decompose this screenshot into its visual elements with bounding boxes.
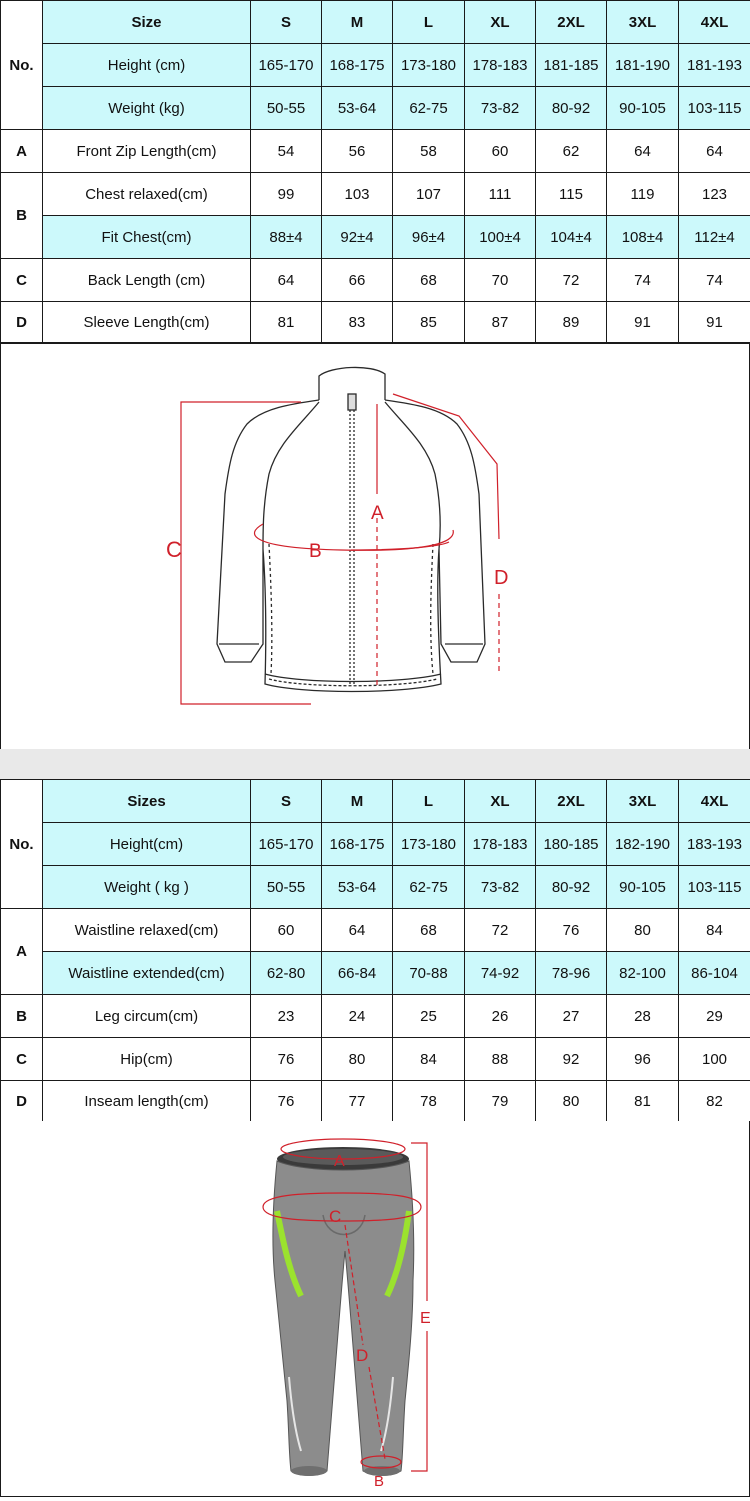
no-label: No.: [1, 780, 43, 909]
row-label: Back Length (cm): [43, 259, 251, 302]
table-cell: 54: [251, 130, 322, 173]
jacket-diagram-panel: [0, 342, 750, 751]
jacket-header-row: [1, 1, 750, 44]
table-cell: 64: [607, 130, 679, 173]
size-col-2xl: 2XL: [536, 780, 607, 823]
table-cell: 100: [679, 1038, 750, 1081]
table-cell: 79: [465, 1081, 536, 1123]
jacket-height-row: [1, 44, 750, 87]
size-col-2xl: 2XL: [536, 1, 607, 44]
table-cell: 86-104: [679, 952, 750, 995]
row-label: Chest relaxed(cm): [43, 173, 251, 216]
table-cell: 100±4: [465, 216, 536, 259]
table-cell: 76: [536, 909, 607, 952]
label-d: D: [494, 567, 508, 589]
pants-diagram: [1, 1121, 749, 1496]
jacket-outline: [217, 367, 485, 691]
table-cell: 25: [393, 995, 465, 1038]
table-cell: 181-193: [679, 44, 750, 87]
jacket-diagram: [1, 344, 749, 750]
size-col-4xl: 4XL: [679, 780, 750, 823]
table-cell: 108±4: [607, 216, 679, 259]
table-cell: 91: [607, 302, 679, 344]
table-cell: 181-190: [607, 44, 679, 87]
label-e: E: [420, 1310, 431, 1327]
pants-diagram-panel: [0, 1121, 750, 1497]
table-cell: 123: [679, 173, 750, 216]
table-cell: 66: [322, 259, 393, 302]
row-key-d: D: [1, 302, 43, 344]
table-cell: 23: [251, 995, 322, 1038]
label-b: B: [309, 541, 322, 562]
row-key-c: C: [1, 259, 43, 302]
table-cell: 88: [465, 1038, 536, 1081]
table-cell: 27: [536, 995, 607, 1038]
table-cell: 53-64: [322, 866, 393, 909]
table-cell: 50-55: [251, 87, 322, 130]
pants-header-row: [1, 780, 750, 823]
table-cell: 70-88: [393, 952, 465, 995]
table-cell: 81: [607, 1081, 679, 1123]
table-cell: 53-64: [322, 87, 393, 130]
table-cell: 173-180: [393, 823, 465, 866]
table-cell: 104±4: [536, 216, 607, 259]
label-c: C: [166, 537, 182, 562]
table-cell: 96±4: [393, 216, 465, 259]
table-cell: 62-80: [251, 952, 322, 995]
label-c: C: [329, 1207, 341, 1226]
table-cell: 78: [393, 1081, 465, 1123]
table-cell: 119: [607, 173, 679, 216]
table-cell: 168-175: [322, 823, 393, 866]
row-label: Height (cm): [43, 44, 251, 87]
pants-silhouette: [273, 1147, 414, 1476]
table-cell: 92: [536, 1038, 607, 1081]
size-col-3xl: 3XL: [607, 1, 679, 44]
table-cell: 90-105: [607, 866, 679, 909]
table-cell: 180-185: [536, 823, 607, 866]
table-cell: 74-92: [465, 952, 536, 995]
table-cell: 62-75: [393, 866, 465, 909]
table-cell: 60: [251, 909, 322, 952]
table-cell: 68: [393, 259, 465, 302]
table-cell: 96: [607, 1038, 679, 1081]
table-cell: 81: [251, 302, 322, 344]
table-cell: 24: [322, 995, 393, 1038]
size-col-l: L: [393, 1, 465, 44]
pants-row-a1: [1, 909, 750, 952]
row-key-a: A: [1, 130, 43, 173]
row-label: Front Zip Length(cm): [43, 130, 251, 173]
label-a: A: [371, 503, 384, 524]
table-cell: 66-84: [322, 952, 393, 995]
table-cell: 165-170: [251, 823, 322, 866]
size-col-s: S: [251, 1, 322, 44]
table-cell: 76: [251, 1038, 322, 1081]
table-cell: 87: [465, 302, 536, 344]
table-cell: 74: [607, 259, 679, 302]
size-col-xl: XL: [465, 1, 536, 44]
jacket-row-b2: [1, 216, 750, 259]
size-col-xl: XL: [465, 780, 536, 823]
table-cell: 173-180: [393, 44, 465, 87]
pants-row-a2: [1, 952, 750, 995]
table-cell: 56: [322, 130, 393, 173]
table-cell: 111: [465, 173, 536, 216]
row-label: Weight (kg): [43, 87, 251, 130]
table-cell: 80-92: [536, 866, 607, 909]
table-cell: 107: [393, 173, 465, 216]
pants-row-b: [1, 995, 750, 1038]
table-cell: 26: [465, 995, 536, 1038]
table-cell: 178-183: [465, 44, 536, 87]
table-cell: 103-115: [679, 87, 750, 130]
table-cell: 77: [322, 1081, 393, 1123]
table-cell: 62: [536, 130, 607, 173]
table-cell: 50-55: [251, 866, 322, 909]
row-key-c: C: [1, 1038, 43, 1081]
pants-row-d: [1, 1081, 750, 1123]
table-cell: 78-96: [536, 952, 607, 995]
jacket-row-b1: [1, 173, 750, 216]
table-cell: 103: [322, 173, 393, 216]
table-cell: 64: [251, 259, 322, 302]
row-key-a: A: [1, 909, 43, 995]
row-label: Weight ( kg ): [43, 866, 251, 909]
table-cell: 82-100: [607, 952, 679, 995]
table-cell: 84: [393, 1038, 465, 1081]
jacket-size-table: [0, 0, 750, 344]
table-cell: 80-92: [536, 87, 607, 130]
table-cell: 103-115: [679, 866, 750, 909]
row-label: Waistline relaxed(cm): [43, 909, 251, 952]
table-cell: 82: [679, 1081, 750, 1123]
table-cell: 76: [251, 1081, 322, 1123]
table-cell: 112±4: [679, 216, 750, 259]
row-label: Inseam length(cm): [43, 1081, 251, 1123]
table-cell: 64: [679, 130, 750, 173]
row-label: Hip(cm): [43, 1038, 251, 1081]
table-cell: 165-170: [251, 44, 322, 87]
table-cell: 92±4: [322, 216, 393, 259]
table-cell: 91: [679, 302, 750, 344]
size-header: Sizes: [43, 780, 251, 823]
table-cell: 88±4: [251, 216, 322, 259]
size-col-s: S: [251, 780, 322, 823]
table-cell: 84: [679, 909, 750, 952]
row-label: Leg circum(cm): [43, 995, 251, 1038]
row-label: Waistline extended(cm): [43, 952, 251, 995]
pants-size-chart: [0, 779, 750, 1123]
table-cell: 64: [322, 909, 393, 952]
table-cell: 73-82: [465, 87, 536, 130]
outseam-line-bottom: [411, 1331, 427, 1471]
size-col-m: M: [322, 780, 393, 823]
table-cell: 58: [393, 130, 465, 173]
table-cell: 99: [251, 173, 322, 216]
table-cell: 68: [393, 909, 465, 952]
row-label: Height(cm): [43, 823, 251, 866]
table-cell: 80: [322, 1038, 393, 1081]
jacket-row-d: [1, 302, 750, 344]
size-col-3xl: 3XL: [607, 780, 679, 823]
table-cell: 80: [536, 1081, 607, 1123]
table-cell: 183-193: [679, 823, 750, 866]
table-cell: 178-183: [465, 823, 536, 866]
table-cell: 168-175: [322, 44, 393, 87]
table-cell: 60: [465, 130, 536, 173]
table-cell: 29: [679, 995, 750, 1038]
pants-row-c: [1, 1038, 750, 1081]
label-a: A: [334, 1153, 345, 1170]
label-b: B: [374, 1473, 384, 1490]
table-cell: 83: [322, 302, 393, 344]
table-cell: 70: [465, 259, 536, 302]
row-label: Sleeve Length(cm): [43, 302, 251, 344]
size-col-4xl: 4XL: [679, 1, 750, 44]
table-cell: 74: [679, 259, 750, 302]
jacket-row-a: [1, 130, 750, 173]
size-col-m: M: [322, 1, 393, 44]
section-divider: [0, 749, 750, 779]
jacket-weight-row: [1, 87, 750, 130]
pants-size-table: [0, 779, 750, 1123]
table-cell: 73-82: [465, 866, 536, 909]
jacket-row-c: [1, 259, 750, 302]
row-label: Fit Chest(cm): [43, 216, 251, 259]
size-col-l: L: [393, 780, 465, 823]
row-key-b: B: [1, 173, 43, 259]
table-cell: 115: [536, 173, 607, 216]
table-cell: 72: [536, 259, 607, 302]
table-cell: 80: [607, 909, 679, 952]
table-cell: 28: [607, 995, 679, 1038]
pants-weight-row: [1, 866, 750, 909]
row-key-d: D: [1, 1081, 43, 1123]
table-cell: 72: [465, 909, 536, 952]
table-cell: 85: [393, 302, 465, 344]
table-cell: 182-190: [607, 823, 679, 866]
row-key-b: B: [1, 995, 43, 1038]
no-label: No.: [1, 1, 43, 130]
pants-height-row: [1, 823, 750, 866]
table-cell: 181-185: [536, 44, 607, 87]
table-cell: 90-105: [607, 87, 679, 130]
size-header: Size: [43, 1, 251, 44]
label-d: D: [356, 1346, 368, 1365]
table-cell: 62-75: [393, 87, 465, 130]
jacket-size-chart: [0, 0, 750, 344]
table-cell: 89: [536, 302, 607, 344]
